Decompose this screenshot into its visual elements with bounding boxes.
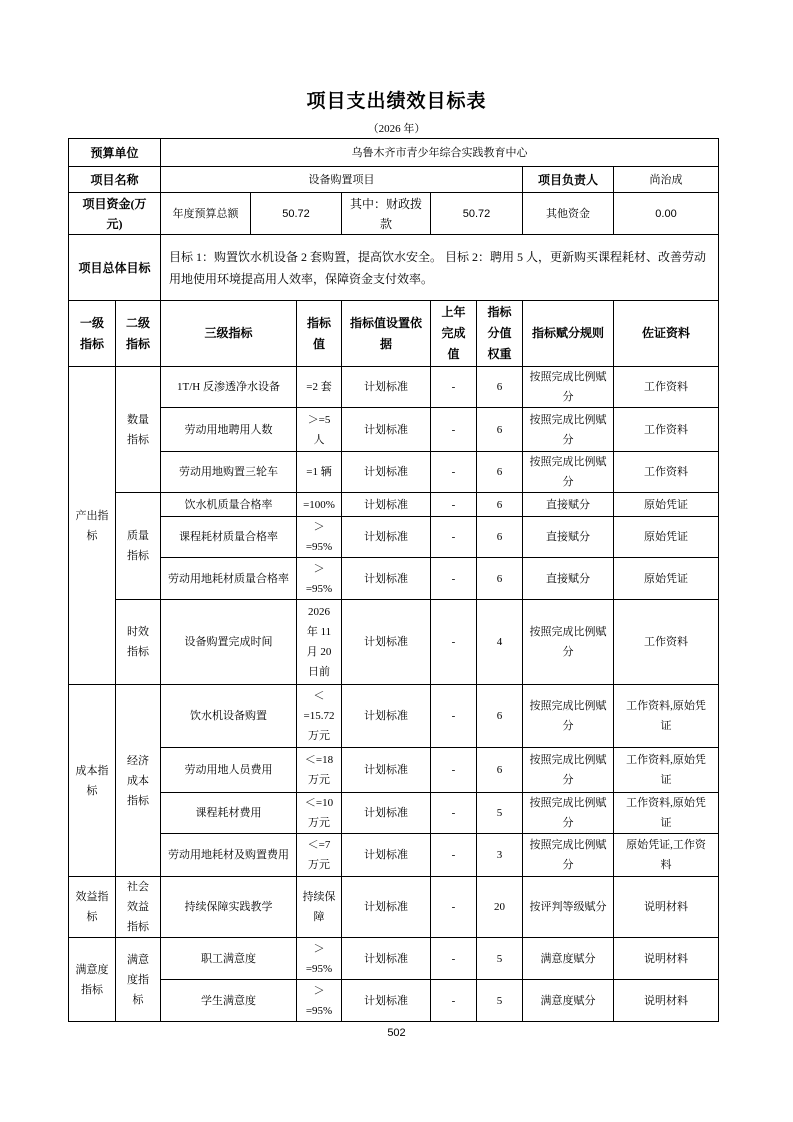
evidence-material: 原始凭证,工作资料 <box>614 834 719 877</box>
header-weight: 指标分值权重 <box>477 301 523 367</box>
indicator-weight: 6 <box>477 685 523 748</box>
header-value: 指标值 <box>297 301 342 367</box>
indicator-value: ＞=5 人 <box>297 408 342 452</box>
header-previous: 上年完成值 <box>431 301 477 367</box>
indicator-weight: 6 <box>477 493 523 517</box>
budget-unit-label: 预算单位 <box>69 139 161 167</box>
fiscal-funds-value: 50.72 <box>431 193 523 235</box>
evidence-material: 原始凭证 <box>614 493 719 517</box>
level1-benefit: 效益指标 <box>69 877 116 938</box>
indicator-name: 学生满意度 <box>161 980 297 1022</box>
evidence-material: 说明材料 <box>614 980 719 1022</box>
level2-quantity: 数量指标 <box>116 367 161 493</box>
evidence-material: 工作资料 <box>614 408 719 452</box>
performance-target-table <box>68 138 719 1022</box>
previous-value: - <box>431 408 477 452</box>
indicator-value: ＜=18 万元 <box>297 748 342 793</box>
scoring-rule: 按照完成比例赋分 <box>523 452 614 493</box>
scoring-rule: 按照完成比例赋分 <box>523 748 614 793</box>
indicator-basis: 计划标准 <box>342 748 431 793</box>
indicator-name: 课程耗材质量合格率 <box>161 517 297 558</box>
evidence-material: 工作资料 <box>614 452 719 493</box>
indicator-name: 1T/H 反渗透净水设备 <box>161 367 297 408</box>
indicator-value: =1 辆 <box>297 452 342 493</box>
level2-social-benefit: 社会效益指标 <box>116 877 161 938</box>
indicator-value: ＞=95% <box>297 517 342 558</box>
level2-quality: 质量指标 <box>116 493 161 600</box>
evidence-material: 原始凭证 <box>614 558 719 600</box>
indicator-value: ＞=95% <box>297 980 342 1022</box>
fiscal-funds-label: 其中：财政拨款 <box>342 193 431 235</box>
overall-goal-label: 项目总体目标 <box>69 235 161 301</box>
scoring-rule: 按评判等级赋分 <box>523 877 614 938</box>
table-row <box>69 408 719 452</box>
level2-satisfaction: 满意度指标 <box>116 938 161 1022</box>
previous-value: - <box>431 877 477 938</box>
indicator-weight: 6 <box>477 748 523 793</box>
previous-value: - <box>431 452 477 493</box>
scoring-rule: 按照完成比例赋分 <box>523 834 614 877</box>
level2-timeliness: 时效指标 <box>116 600 161 685</box>
previous-value: - <box>431 367 477 408</box>
table-row <box>69 793 719 834</box>
overall-goal-row <box>69 235 719 301</box>
indicator-basis: 计划标准 <box>342 834 431 877</box>
previous-value: - <box>431 938 477 980</box>
indicator-basis: 计划标准 <box>342 877 431 938</box>
previous-value: - <box>431 793 477 834</box>
table-row <box>69 493 719 517</box>
table-row <box>69 367 719 408</box>
evidence-material: 工作资料 <box>614 367 719 408</box>
scoring-rule: 满意度赋分 <box>523 980 614 1022</box>
table-row <box>69 980 719 1022</box>
indicator-value: 2026 年 11 月 20 日前 <box>297 600 342 685</box>
indicator-name: 职工满意度 <box>161 938 297 980</box>
table-row <box>69 685 719 748</box>
indicator-name: 课程耗材费用 <box>161 793 297 834</box>
indicator-basis: 计划标准 <box>342 600 431 685</box>
scoring-rule: 直接赋分 <box>523 558 614 600</box>
table-row <box>69 877 719 938</box>
year-subtitle: （2026 年） <box>367 123 426 135</box>
indicator-name: 饮水机设备购置 <box>161 685 297 748</box>
indicator-value: =2 套 <box>297 367 342 408</box>
indicator-name: 劳动用地耗材及购置费用 <box>161 834 297 877</box>
scoring-rule: 按照完成比例赋分 <box>523 367 614 408</box>
indicator-basis: 计划标准 <box>342 517 431 558</box>
scoring-rule: 直接赋分 <box>523 493 614 517</box>
indicator-name: 设备购置完成时间 <box>161 600 297 685</box>
evidence-material: 说明材料 <box>614 938 719 980</box>
evidence-material: 原始凭证 <box>614 517 719 558</box>
indicator-name: 劳动用地聘用人数 <box>161 408 297 452</box>
previous-value: - <box>431 980 477 1022</box>
indicator-weight: 6 <box>477 558 523 600</box>
table-row <box>69 938 719 980</box>
evidence-material: 说明材料 <box>614 877 719 938</box>
indicator-basis: 计划标准 <box>342 408 431 452</box>
indicator-basis: 计划标准 <box>342 493 431 517</box>
header-level2: 二级指标 <box>116 301 161 367</box>
indicator-name: 劳动用地购置三轮车 <box>161 452 297 493</box>
scoring-rule: 按照完成比例赋分 <box>523 685 614 748</box>
scoring-rule: 按照完成比例赋分 <box>523 408 614 452</box>
indicator-value: ＜=10 万元 <box>297 793 342 834</box>
indicator-weight: 6 <box>477 452 523 493</box>
indicator-weight: 4 <box>477 600 523 685</box>
level1-output: 产出指标 <box>69 367 116 685</box>
annual-total-value: 50.72 <box>251 193 342 235</box>
project-funds-label: 项目资金(万元) <box>69 193 161 235</box>
scoring-rule: 按照完成比例赋分 <box>523 793 614 834</box>
previous-value: - <box>431 834 477 877</box>
previous-value: - <box>431 748 477 793</box>
indicator-name: 饮水机质量合格率 <box>161 493 297 517</box>
indicator-weight: 6 <box>477 408 523 452</box>
indicator-value: ＞=95% <box>297 938 342 980</box>
project-funds-row <box>69 193 719 235</box>
table-row <box>69 834 719 877</box>
indicator-value: ＞=95% <box>297 558 342 600</box>
indicator-value: =100% <box>297 493 342 517</box>
previous-value: - <box>431 600 477 685</box>
overall-goal-text: 目标 1：购置饮水机设备 2 套购置，提高饮水安全。 目标 2：聘用 5 人，更新购买课程耗材、改善劳动用地使用环境提高用人效率，保障资金支付效率。 <box>161 235 719 301</box>
table-row <box>69 748 719 793</box>
budget-unit-row <box>69 139 719 167</box>
indicator-basis: 计划标准 <box>342 980 431 1022</box>
annual-total-label: 年度预算总额 <box>161 193 251 235</box>
indicator-basis: 计划标准 <box>342 685 431 748</box>
indicator-basis: 计划标准 <box>342 367 431 408</box>
table-row <box>69 517 719 558</box>
indicator-weight: 5 <box>477 793 523 834</box>
indicator-weight: 5 <box>477 938 523 980</box>
project-leader-value: 尚治成 <box>614 167 719 193</box>
indicator-basis: 计划标准 <box>342 938 431 980</box>
project-name-value: 设备购置项目 <box>161 167 523 193</box>
scoring-rule: 直接赋分 <box>523 517 614 558</box>
previous-value: - <box>431 685 477 748</box>
header-level3: 三级指标 <box>161 301 297 367</box>
other-funds-value: 0.00 <box>614 193 719 235</box>
table-row <box>69 600 719 685</box>
previous-value: - <box>431 517 477 558</box>
header-level1: 一级指标 <box>69 301 116 367</box>
header-rule: 指标赋分规则 <box>523 301 614 367</box>
page-title: 项目支出绩效目标表 <box>306 91 487 112</box>
indicator-name: 劳动用地耗材质量合格率 <box>161 558 297 600</box>
indicator-weight: 5 <box>477 980 523 1022</box>
table-row <box>69 558 719 600</box>
project-leader-label: 项目负责人 <box>523 167 614 193</box>
evidence-material: 工作资料,原始凭证 <box>614 685 719 748</box>
indicator-basis: 计划标准 <box>342 793 431 834</box>
indicator-value: ＜=7 万元 <box>297 834 342 877</box>
evidence-material: 工作资料,原始凭证 <box>614 748 719 793</box>
page-number: 502 <box>387 1027 406 1039</box>
indicator-basis: 计划标准 <box>342 452 431 493</box>
scoring-rule: 满意度赋分 <box>523 938 614 980</box>
other-funds-label: 其他资金 <box>523 193 614 235</box>
header-evidence: 佐证资料 <box>614 301 719 367</box>
indicator-weight: 20 <box>477 877 523 938</box>
indicator-header-row <box>69 301 719 367</box>
indicator-value: ＜=15.72 万元 <box>297 685 342 748</box>
level1-satisfaction: 满意度指标 <box>69 938 116 1022</box>
header-basis: 指标值设置依据 <box>342 301 431 367</box>
previous-value: - <box>431 558 477 600</box>
indicator-name: 持续保障实践教学 <box>161 877 297 938</box>
level1-cost: 成本指标 <box>69 685 116 877</box>
indicator-weight: 6 <box>477 367 523 408</box>
budget-unit-value: 乌鲁木齐市青少年综合实践教育中心 <box>161 139 719 167</box>
indicator-weight: 3 <box>477 834 523 877</box>
evidence-material: 工作资料,原始凭证 <box>614 793 719 834</box>
indicator-basis: 计划标准 <box>342 558 431 600</box>
indicator-value: 持续保障 <box>297 877 342 938</box>
evidence-material: 工作资料 <box>614 600 719 685</box>
indicator-name: 劳动用地人员费用 <box>161 748 297 793</box>
level2-economic-cost: 经济成本指标 <box>116 685 161 877</box>
scoring-rule: 按照完成比例赋分 <box>523 600 614 685</box>
indicator-weight: 6 <box>477 517 523 558</box>
project-name-label: 项目名称 <box>69 167 161 193</box>
table-row <box>69 452 719 493</box>
project-name-row <box>69 167 719 193</box>
previous-value: - <box>431 493 477 517</box>
